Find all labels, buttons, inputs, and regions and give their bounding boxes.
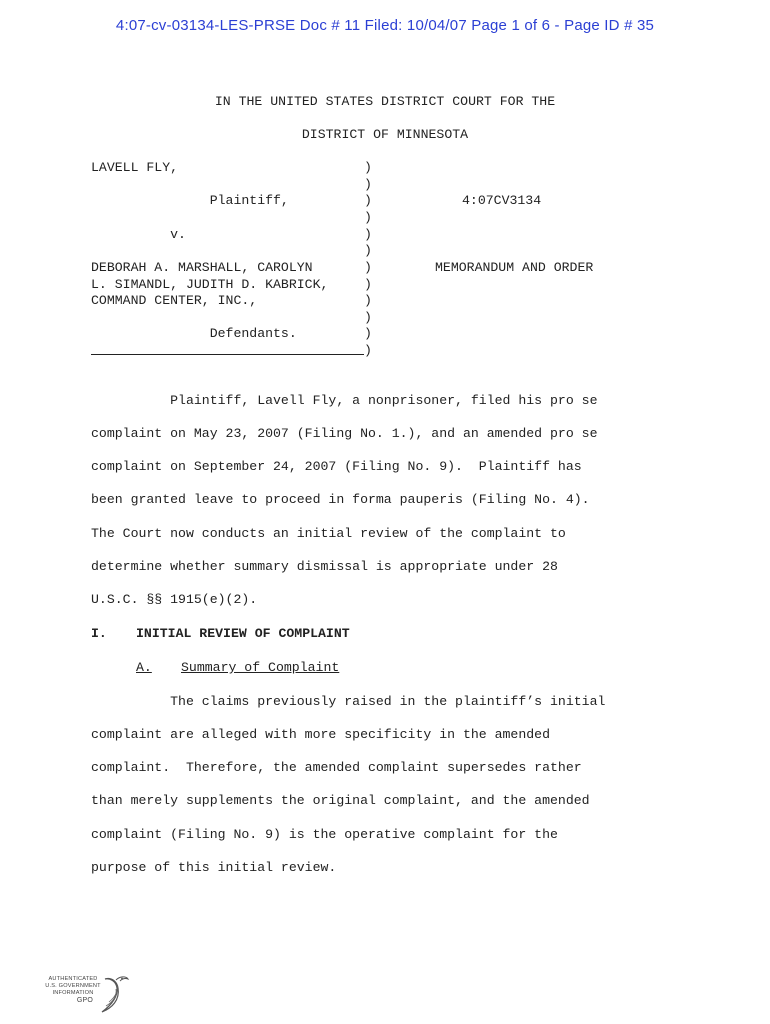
- paren: ): [364, 193, 372, 208]
- paragraph-line: Plaintiff, Lavell Fly, a nonprisoner, filed his pro se: [91, 393, 598, 408]
- caption-line: Defendants.: [91, 326, 297, 341]
- caption-line: LAVELL FLY,: [91, 160, 179, 175]
- paragraph-line: purpose of this initial review.: [91, 860, 337, 875]
- subsection-letter: A.: [136, 660, 152, 675]
- paragraph-line: complaint on May 23, 2007 (Filing No. 1.), and an amended pro se: [91, 426, 598, 441]
- court-title-line-2: DISTRICT OF MINNESOTA: [301, 127, 469, 142]
- paragraph-line: complaint on September 24, 2007 (Filing No. 9). Plaintiff has: [91, 459, 582, 474]
- section-number: I.: [91, 626, 107, 641]
- paragraph-line: The Court now conducts an initial review of the complaint to: [91, 526, 566, 541]
- paren: ): [364, 210, 372, 225]
- eagle-icon: [96, 972, 130, 1016]
- court-title-line-1: IN THE UNITED STATES DISTRICT COURT FOR THE: [214, 94, 556, 109]
- seal-text: AUTHENTICATED: [48, 976, 98, 982]
- paren: ): [364, 243, 372, 258]
- paren: ): [364, 293, 372, 308]
- filing-header-stamp: 4:07-cv-03134-LES-PRSE Doc # 11 Filed: 10/04/07 Page 1 of 6 - Page ID # 35: [115, 17, 655, 34]
- case-number: 4:07CV3134: [462, 193, 542, 208]
- seal-text: U.S. GOVERNMENT: [45, 983, 101, 989]
- paren: ): [364, 326, 372, 341]
- paragraph-line: been granted leave to proceed in forma pauperis (Filing No. 4).: [91, 492, 590, 507]
- paren: ): [364, 310, 372, 325]
- paragraph-line: determine whether summary dismissal is appropriate under 28: [91, 559, 558, 574]
- section-heading: INITIAL REVIEW OF COMPLAINT: [136, 626, 350, 641]
- paragraph-line: complaint (Filing No. 9) is the operative complaint for the: [91, 827, 558, 842]
- caption-line: v.: [91, 227, 186, 242]
- paren: ): [364, 343, 372, 358]
- paragraph-line: complaint are alleged with more specificity in the amended: [91, 727, 550, 742]
- caption-line: DEBORAH A. MARSHALL, CAROLYN: [91, 260, 313, 275]
- paragraph-line: U.S.C. §§ 1915(e)(2).: [91, 592, 258, 607]
- subsection-heading: Summary of Complaint: [181, 660, 340, 675]
- caption-line: COMMAND CENTER, INC.,: [91, 293, 258, 308]
- paren: ): [364, 227, 372, 242]
- paren: ): [364, 177, 372, 192]
- caption-rule: [91, 354, 364, 355]
- paren: ): [364, 160, 372, 175]
- seal-text: INFORMATION: [52, 990, 94, 996]
- paren: ): [364, 277, 372, 292]
- paragraph-line: than merely supplements the original complaint, and the amended: [91, 793, 590, 808]
- paragraph-line: The claims previously raised in the plaintiff’s initial: [91, 694, 606, 709]
- document-title: MEMORANDUM AND ORDER: [435, 260, 594, 275]
- gpo-authentication-seal: [44, 972, 134, 1016]
- caption-line: Plaintiff,: [91, 193, 289, 208]
- caption-line: L. SIMANDL, JUDITH D. KABRICK,: [91, 277, 329, 292]
- paragraph-line: complaint. Therefore, the amended complaint supersedes rather: [91, 760, 582, 775]
- seal-text: GPO: [76, 997, 94, 1004]
- paren: ): [364, 260, 372, 275]
